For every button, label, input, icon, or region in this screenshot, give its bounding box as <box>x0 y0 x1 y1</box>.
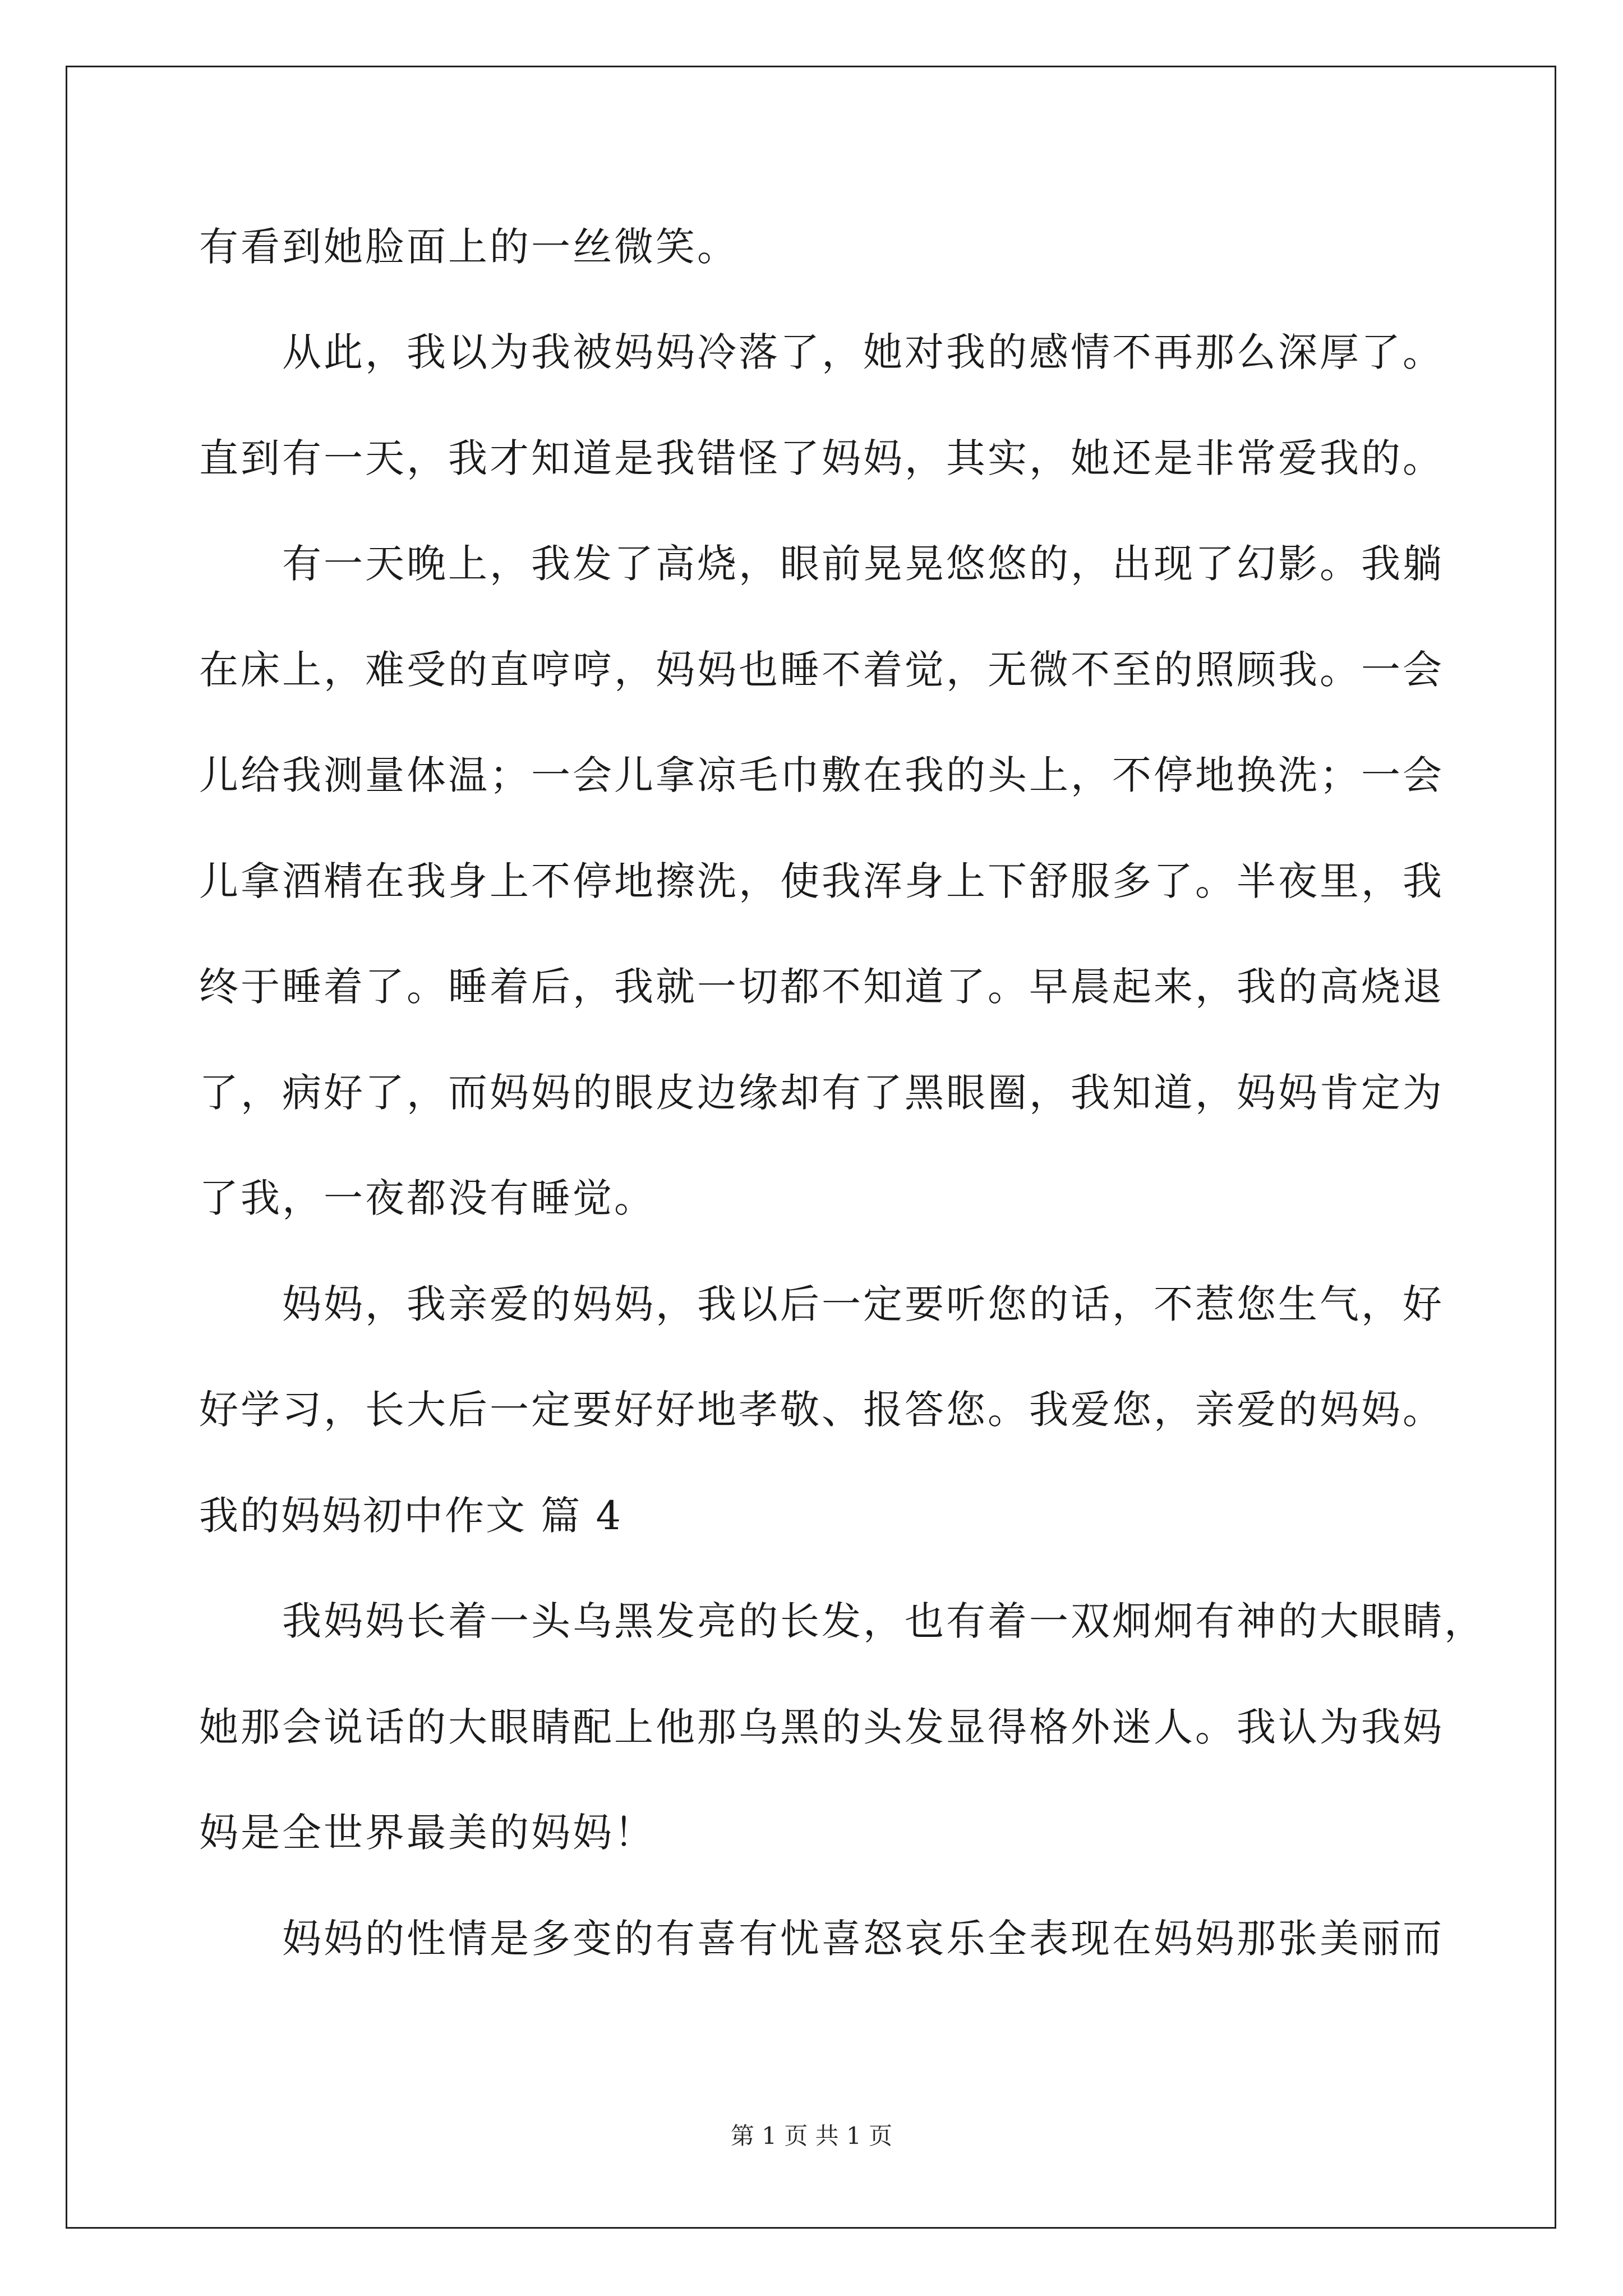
text-line-8: 终于睡着了。睡着后，我就一切都不知道了。早晨起来，我的高烧退 <box>199 964 1444 1010</box>
text-line-12: 好学习，长大后一定要好好地孝敬、报答您。我爱您，亲爱的妈妈。 <box>199 1387 1444 1433</box>
text-line-3: 直到有一天，我才知道是我错怪了妈妈，其实，她还是非常爱我的。 <box>199 435 1444 481</box>
text-line-6: 儿给我测量体温；一会儿拿凉毛巾敷在我的头上，不停地换洗；一会 <box>199 752 1444 798</box>
text-line-4: 有一天晚上，我发了高烧，眼前晃晃悠悠的，出现了幻影。我躺 <box>282 541 1444 587</box>
text-line-17: 妈妈的性情是多变的有喜有忧喜怒哀乐全表现在妈妈那张美丽而 <box>282 1916 1444 1962</box>
text-line-5: 在床上，难受的直哼哼，妈妈也睡不着觉，无微不至的照顾我。一会 <box>199 647 1444 693</box>
page-frame <box>66 66 1556 2229</box>
page-footer: 第 1 页 共 1 页 <box>730 2122 893 2150</box>
text-line-11: 妈妈，我亲爱的妈妈，我以后一定要听您的话，不惹您生气，好 <box>282 1281 1444 1327</box>
text-line-9: 了，病好了，而妈妈的眼皮边缘却有了黑眼圈，我知道，妈妈肯定为 <box>199 1070 1444 1116</box>
text-line-2: 从此，我以为我被妈妈冷落了，她对我的感情不再那么深厚了。 <box>282 329 1444 375</box>
text-line-10: 了我，一夜都没有睡觉。 <box>199 1175 656 1221</box>
text-line-16: 妈是全世界最美的妈妈！ <box>199 1810 656 1856</box>
text-line-15: 她那会说话的大眼睛配上他那乌黑的头发显得格外迷人。我认为我妈 <box>199 1704 1444 1750</box>
section-heading: 我的妈妈初中作文 篇 4 <box>199 1493 623 1539</box>
text-line-7: 儿拿酒精在我身上不停地擦洗，使我浑身上下舒服多了。半夜里，我 <box>199 858 1444 904</box>
text-line-14: 我妈妈长着一头乌黑发亮的长发，也有着一双炯炯有神的大眼睛， <box>282 1598 1486 1644</box>
text-line-1: 有看到她脸面上的一丝微笑。 <box>199 224 739 270</box>
